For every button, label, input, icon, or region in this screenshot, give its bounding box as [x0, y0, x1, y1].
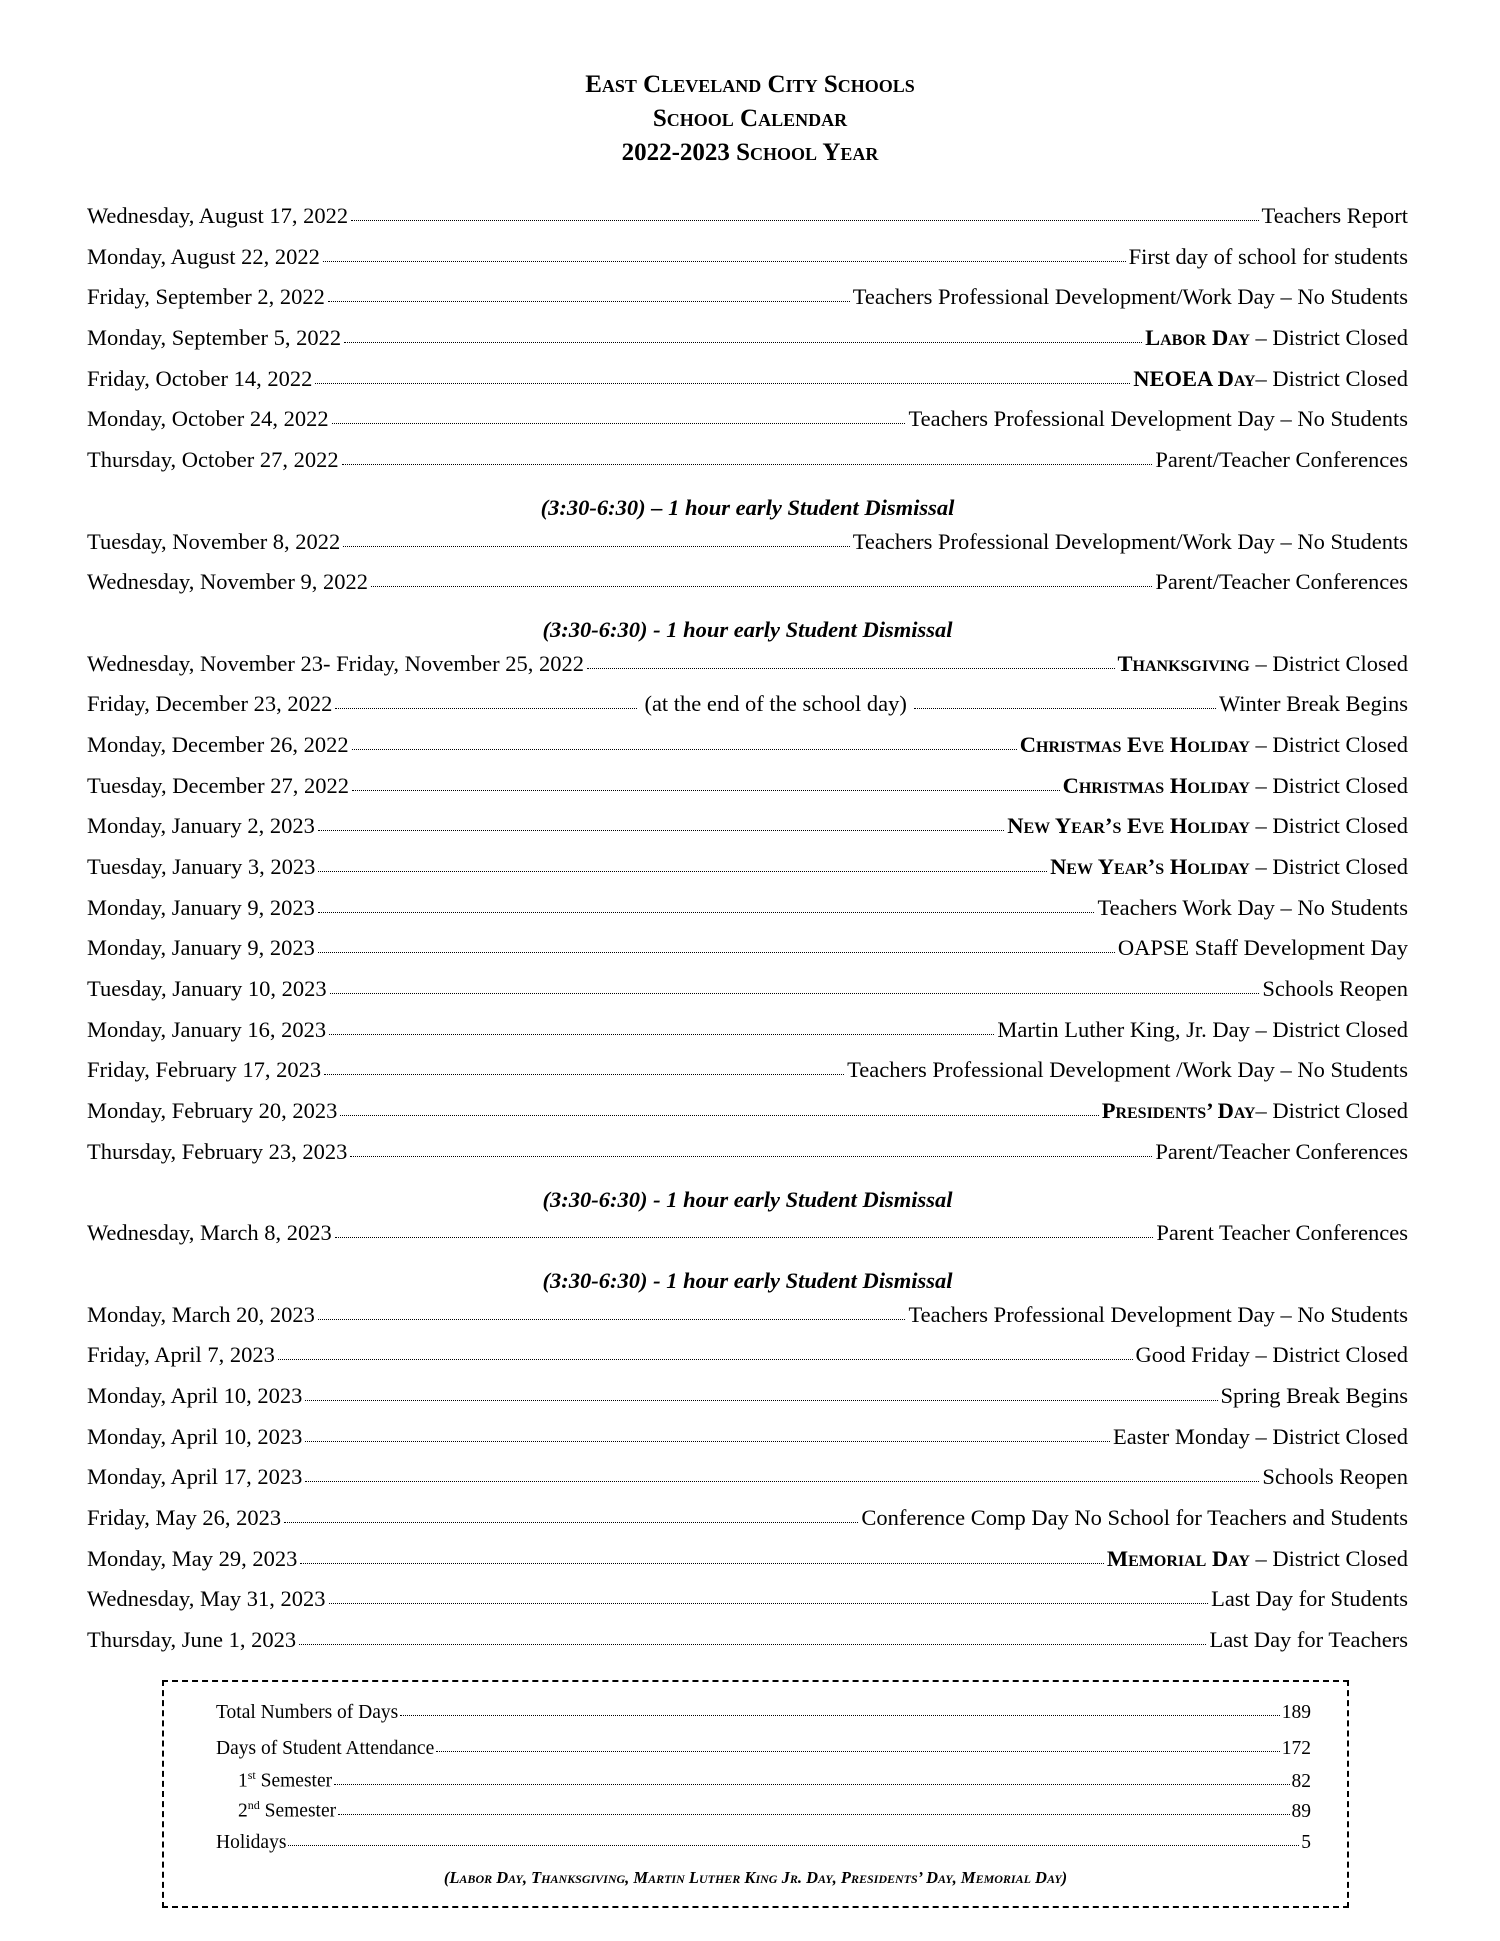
dot-leader	[299, 1628, 1206, 1645]
entry-event	[1020, 732, 1408, 758]
dot-leader	[436, 1738, 1280, 1752]
calendar-entry	[87, 1383, 1408, 1424]
entry-date: Friday, December 23, 2022	[87, 691, 333, 717]
entry-date: Monday, April 17, 2023	[87, 1464, 303, 1490]
entry-event	[1107, 1546, 1408, 1572]
dot-leader	[335, 1221, 1154, 1238]
dot-leader	[288, 1832, 1299, 1846]
entry-event	[1211, 1586, 1408, 1612]
entry-date: Friday, February 17, 2023	[87, 1057, 322, 1083]
event-text: Teachers Professional Development Day – No Students	[908, 406, 1408, 432]
dot-leader	[318, 1303, 906, 1320]
dot-leader	[305, 1384, 1217, 1401]
dot-leader	[352, 774, 1060, 791]
summary-value: 172	[1281, 1738, 1311, 1759]
summary-label: Holidays	[216, 1832, 287, 1853]
summary-value: 189	[1281, 1702, 1311, 1723]
holiday-name: Labor Day	[1145, 325, 1250, 351]
dot-leader	[371, 570, 1152, 587]
calendar-entry	[87, 691, 1408, 732]
event-text: Good Friday – District Closed	[1135, 1342, 1408, 1368]
entry-event	[1063, 773, 1408, 799]
entry-event	[908, 1302, 1408, 1328]
entry-date: Monday, April 10, 2023	[87, 1382, 303, 1408]
dot-leader	[318, 814, 1004, 831]
summary-label: 1st Semester	[238, 1768, 333, 1792]
holiday-list: (Labor Day, Thanksgiving, Martin Luther King Jr. Day, Presidents’ Day, Memorial Day)	[443, 1868, 1068, 1887]
entry-event	[1118, 651, 1408, 677]
entry-date: Thursday, June 1, 2023	[87, 1627, 297, 1653]
entry-event	[1007, 813, 1408, 839]
event-text: Teachers Work Day – No Students	[1097, 894, 1408, 920]
entry-date: Thursday, February 23, 2023	[87, 1138, 348, 1164]
event-text: Teachers Professional Development /Work Day – No Students	[847, 1057, 1408, 1083]
entry-date: Friday, April 7, 2023	[87, 1342, 275, 1368]
calendar-entry	[87, 1505, 1408, 1546]
event-text: Teachers Professional Development/Work Day – No Students	[852, 284, 1408, 310]
event-text: – District Closed	[1249, 813, 1408, 839]
dismissal-note: (3:30-6:30) - 1 hour early Student Dismissal	[542, 1267, 953, 1293]
entry-event	[853, 529, 1408, 555]
calendar-entry	[87, 732, 1408, 773]
dot-leader	[343, 530, 849, 547]
entry-event	[1102, 1098, 1408, 1124]
district-name: East Cleveland City Schools	[585, 71, 915, 98]
dot-leader	[332, 407, 906, 424]
entry-date: Friday, October 14, 2022	[87, 365, 313, 391]
dot-leader	[344, 326, 1142, 343]
dot-leader	[340, 1099, 1098, 1116]
dot-leader	[305, 1425, 1110, 1442]
dot-leader	[323, 245, 1126, 262]
calendar-entry	[87, 651, 1408, 692]
holiday-name: Memorial Day	[1106, 1545, 1250, 1571]
calendar-entry	[87, 406, 1408, 447]
entry-event	[1145, 325, 1408, 351]
event-text: Parent/Teacher Conferences	[1155, 447, 1408, 473]
calendar-header	[0, 68, 1500, 170]
calendar-entry	[87, 1302, 1408, 1343]
dot-leader	[330, 977, 1260, 994]
dot-leader	[352, 733, 1017, 750]
dot-leader	[318, 936, 1115, 953]
entry-date: Monday, May 29, 2023	[87, 1545, 298, 1571]
entry-date: Friday, September 2, 2022	[87, 284, 325, 310]
dot-leader	[338, 1801, 1289, 1815]
event-text: Martin Luther King, Jr. Day – District Closed	[997, 1016, 1408, 1042]
event-text: Schools Reopen	[1262, 1464, 1408, 1490]
summary-row-semester-1	[216, 1768, 1311, 1793]
entry-date: Monday, February 20, 2023	[87, 1098, 338, 1124]
event-text: First day of school for students	[1128, 243, 1408, 269]
entry-date: Monday, January 2, 2023	[87, 813, 315, 839]
holiday-name: Presidents’ Day	[1101, 1098, 1256, 1124]
calendar-entry	[87, 1098, 1408, 1139]
dot-leader	[318, 896, 1095, 913]
event-text: Parent/Teacher Conferences	[1155, 569, 1408, 595]
entry-event	[1129, 244, 1408, 270]
dot-leader	[334, 1771, 1289, 1785]
entry-event	[1156, 1220, 1408, 1246]
dot-leader	[342, 448, 1153, 465]
event-text: Last Day for Students	[1211, 1586, 1408, 1612]
event-text: Spring Break Begins	[1220, 1382, 1408, 1408]
entry-event	[1155, 447, 1408, 473]
event-text: Conference Comp Day No School for Teachers and Students	[861, 1505, 1408, 1530]
entry-date: Monday, January 16, 2023	[87, 1016, 327, 1042]
entry-date: Wednesday, November 9, 2022	[87, 569, 369, 595]
event-text: Last Day for Teachers	[1209, 1627, 1408, 1653]
dot-leader	[587, 652, 1114, 669]
calendar-entry	[87, 1220, 1408, 1261]
calendar-entry	[87, 773, 1408, 814]
entry-event	[997, 1017, 1408, 1043]
event-text: Easter Monday – District Closed	[1113, 1423, 1408, 1449]
entry-event	[908, 406, 1408, 432]
summary-row-attendance	[216, 1738, 1311, 1760]
dot-leader	[351, 204, 1258, 221]
calendar-entry	[87, 1424, 1408, 1465]
dot-leader	[328, 285, 850, 302]
dismissal-note: (3:30-6:30) – 1 hour early Student Dismissal	[540, 494, 955, 520]
holiday-name: Thanksgiving	[1117, 650, 1250, 676]
event-text: OAPSE Staff Development Day	[1117, 935, 1408, 961]
dot-leader	[335, 692, 637, 709]
dot-leader	[278, 1343, 1133, 1360]
summary-value: 82	[1291, 1770, 1311, 1792]
event-text: Teachers Professional Development Day – No Students	[908, 1301, 1408, 1327]
entry-event	[1209, 1627, 1408, 1653]
holiday-name: Christmas Holiday	[1062, 772, 1250, 798]
dot-leader	[324, 1058, 844, 1075]
event-text: – District Closed	[1249, 1545, 1408, 1571]
document-title: School Calendar	[652, 105, 848, 132]
entry-date: Monday, March 20, 2023	[87, 1301, 315, 1327]
calendar-entry	[87, 1139, 1408, 1180]
summary-row-holidays	[216, 1832, 1311, 1854]
entry-date: Monday, October 24, 2022	[87, 406, 329, 432]
holiday-name: New Year’s Eve Holiday	[1007, 813, 1250, 839]
event-text: – District Closed	[1249, 731, 1408, 757]
calendar-entry	[87, 1627, 1408, 1668]
holiday-name: Christmas Eve Holiday	[1019, 731, 1250, 757]
entry-date: Wednesday, May 31, 2023	[87, 1586, 326, 1612]
calendar-entries	[87, 203, 1408, 1668]
dot-leader	[400, 1702, 1280, 1716]
calendar-entry	[87, 1546, 1408, 1587]
calendar-entry	[87, 976, 1408, 1017]
dot-leader	[329, 1587, 1209, 1604]
dismissal-note: (3:30-6:30) - 1 hour early Student Dismissal	[542, 1186, 953, 1212]
entry-date: Tuesday, January 3, 2023	[87, 854, 316, 879]
entry-event	[1221, 1383, 1408, 1409]
dot-leader	[305, 1465, 1259, 1482]
dot-leader	[318, 855, 1047, 872]
event-text: – District Closed	[1249, 854, 1408, 879]
calendar-entry	[87, 244, 1408, 285]
entry-date: Tuesday, November 8, 2022	[87, 528, 341, 554]
school-year: 2022-2023 School Year	[621, 139, 879, 166]
entry-event	[1050, 854, 1408, 880]
dismissal-note: (3:30-6:30) - 1 hour early Student Dismissal	[542, 616, 953, 642]
summary-label: Days of Student Attendance	[216, 1738, 435, 1759]
entry-event	[1262, 203, 1408, 229]
event-text: Teachers Professional Development/Work Day – No Students	[852, 528, 1408, 554]
entry-date: Tuesday, December 27, 2022	[87, 772, 350, 798]
calendar-entry	[87, 203, 1408, 244]
summary-row-semester-2	[216, 1798, 1311, 1823]
calendar-entry	[87, 447, 1408, 488]
entry-event	[853, 284, 1408, 310]
event-text: – District Closed	[1255, 1098, 1408, 1124]
entry-event	[1262, 976, 1408, 1002]
entry-date: Monday, April 10, 2023	[87, 1423, 303, 1449]
summary-label: 2nd Semester	[238, 1798, 337, 1822]
calendar-entry	[87, 529, 1408, 570]
entry-date: Monday, August 22, 2022	[87, 243, 320, 269]
entry-event	[1097, 895, 1408, 921]
summary-value: 5	[1301, 1832, 1311, 1853]
event-text: – District Closed	[1255, 365, 1408, 391]
summary-value: 89	[1291, 1800, 1311, 1822]
event-text: Winter Break Begins	[1218, 691, 1409, 717]
entry-date: Monday, January 9, 2023	[87, 894, 315, 920]
calendar-entry	[87, 284, 1408, 325]
entry-date: Monday, January 9, 2023	[87, 935, 315, 961]
entry-event	[1113, 1424, 1408, 1450]
holiday-name: New Year’s Holiday	[1050, 854, 1250, 879]
entry-event	[1262, 1464, 1408, 1490]
calendar-entry	[87, 569, 1408, 610]
dot-leader	[300, 1547, 1103, 1564]
summary-box	[162, 1680, 1349, 1908]
calendar-entry	[87, 1057, 1408, 1098]
entry-date: Wednesday, November 23- Friday, November 25, 2022	[87, 650, 585, 676]
entry-event	[1155, 1139, 1408, 1165]
holiday-name: NEOEA Day	[1133, 365, 1256, 391]
entry-note: (at the end of the school day)	[644, 691, 907, 717]
event-text: – District Closed	[1249, 650, 1408, 676]
entry-date: Tuesday, January 10, 2023	[87, 976, 327, 1002]
entry-date: Wednesday, August 17, 2022	[87, 203, 349, 228]
calendar-entry	[87, 895, 1408, 936]
calendar-entry	[87, 813, 1408, 854]
entry-date: Friday, May 26, 2023	[87, 1505, 282, 1530]
calendar-entry	[87, 1342, 1408, 1383]
entry-event	[847, 1057, 1408, 1083]
event-text: Parent/Teacher Conferences	[1155, 1138, 1408, 1164]
entry-event	[1133, 366, 1408, 392]
event-text: – District Closed	[1249, 325, 1408, 351]
calendar-entry	[87, 1017, 1408, 1058]
entry-date: Monday, September 5, 2022	[87, 325, 342, 351]
calendar-entry	[87, 1464, 1408, 1505]
dot-leader	[914, 692, 1216, 709]
calendar-entry	[87, 1586, 1408, 1627]
calendar-entry	[87, 366, 1408, 407]
calendar-entry	[87, 854, 1408, 895]
event-text: Schools Reopen	[1262, 976, 1408, 1002]
calendar-entry	[87, 935, 1408, 976]
entry-event	[1155, 569, 1408, 595]
event-text: Parent Teacher Conferences	[1156, 1220, 1408, 1246]
summary-label: Total Numbers of Days	[216, 1702, 399, 1723]
dot-leader	[350, 1140, 1152, 1157]
calendar-entry	[87, 325, 1408, 366]
entry-event	[861, 1505, 1408, 1531]
dot-leader	[329, 1018, 994, 1035]
event-text: Teachers Report	[1261, 203, 1408, 228]
entry-date: Wednesday, March 8, 2023	[87, 1220, 332, 1246]
entry-date: Monday, December 26, 2022	[87, 731, 349, 757]
dot-leader	[315, 367, 1130, 384]
dot-leader	[284, 1506, 858, 1523]
event-text: – District Closed	[1249, 772, 1408, 798]
entry-event	[1136, 1342, 1408, 1368]
entry-date: Thursday, October 27, 2022	[87, 447, 339, 473]
entry-event	[1118, 935, 1408, 961]
entry-event	[1219, 691, 1408, 717]
summary-row-total-days	[216, 1702, 1311, 1724]
